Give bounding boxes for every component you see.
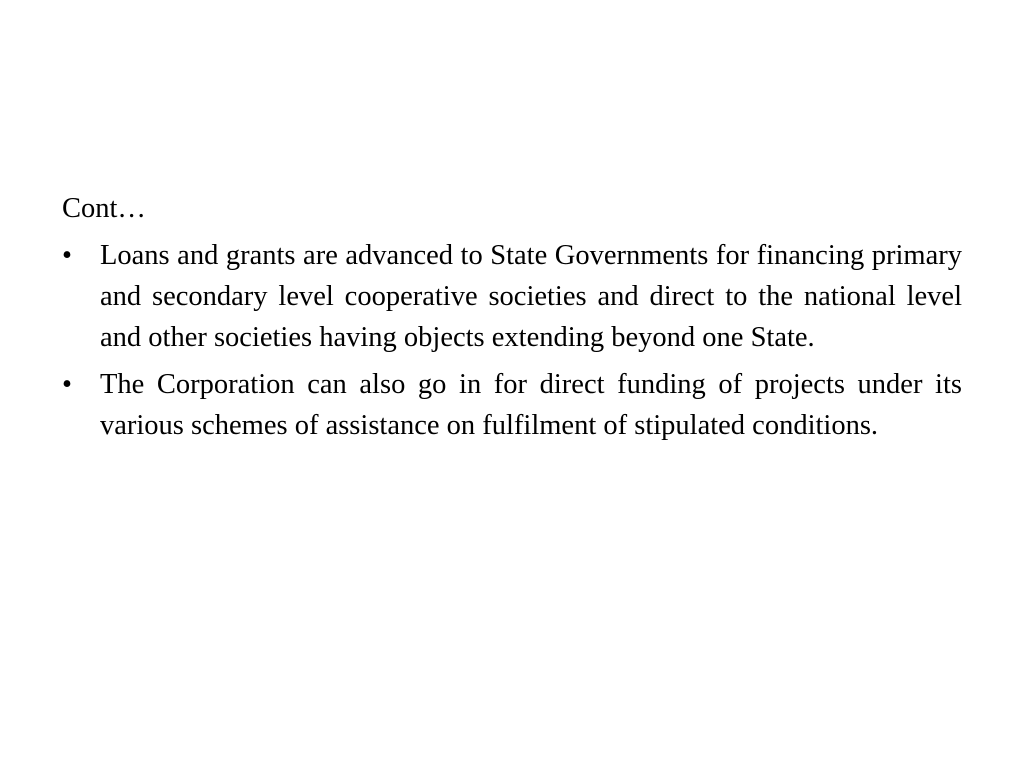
bullet-icon: • <box>62 240 72 271</box>
bullet-item-corporation <box>62 364 962 446</box>
bullet-text-corporation: The Corporation can also go in for direct funding of projects under its various schemes of assistance on fulfilment of stipulated conditions. <box>100 369 962 441</box>
slide-heading: Cont… <box>62 193 146 224</box>
bullet-icon: • <box>62 369 72 400</box>
bullet-list <box>62 235 962 446</box>
bullet-text-loans: Loans and grants are advanced to State Governments for financing primary and secondary level cooperative societies and direct to the national level and other societies having objects extending beyond one State. <box>100 240 962 353</box>
slide-body <box>62 188 962 452</box>
bullet-item-loans <box>62 235 962 358</box>
